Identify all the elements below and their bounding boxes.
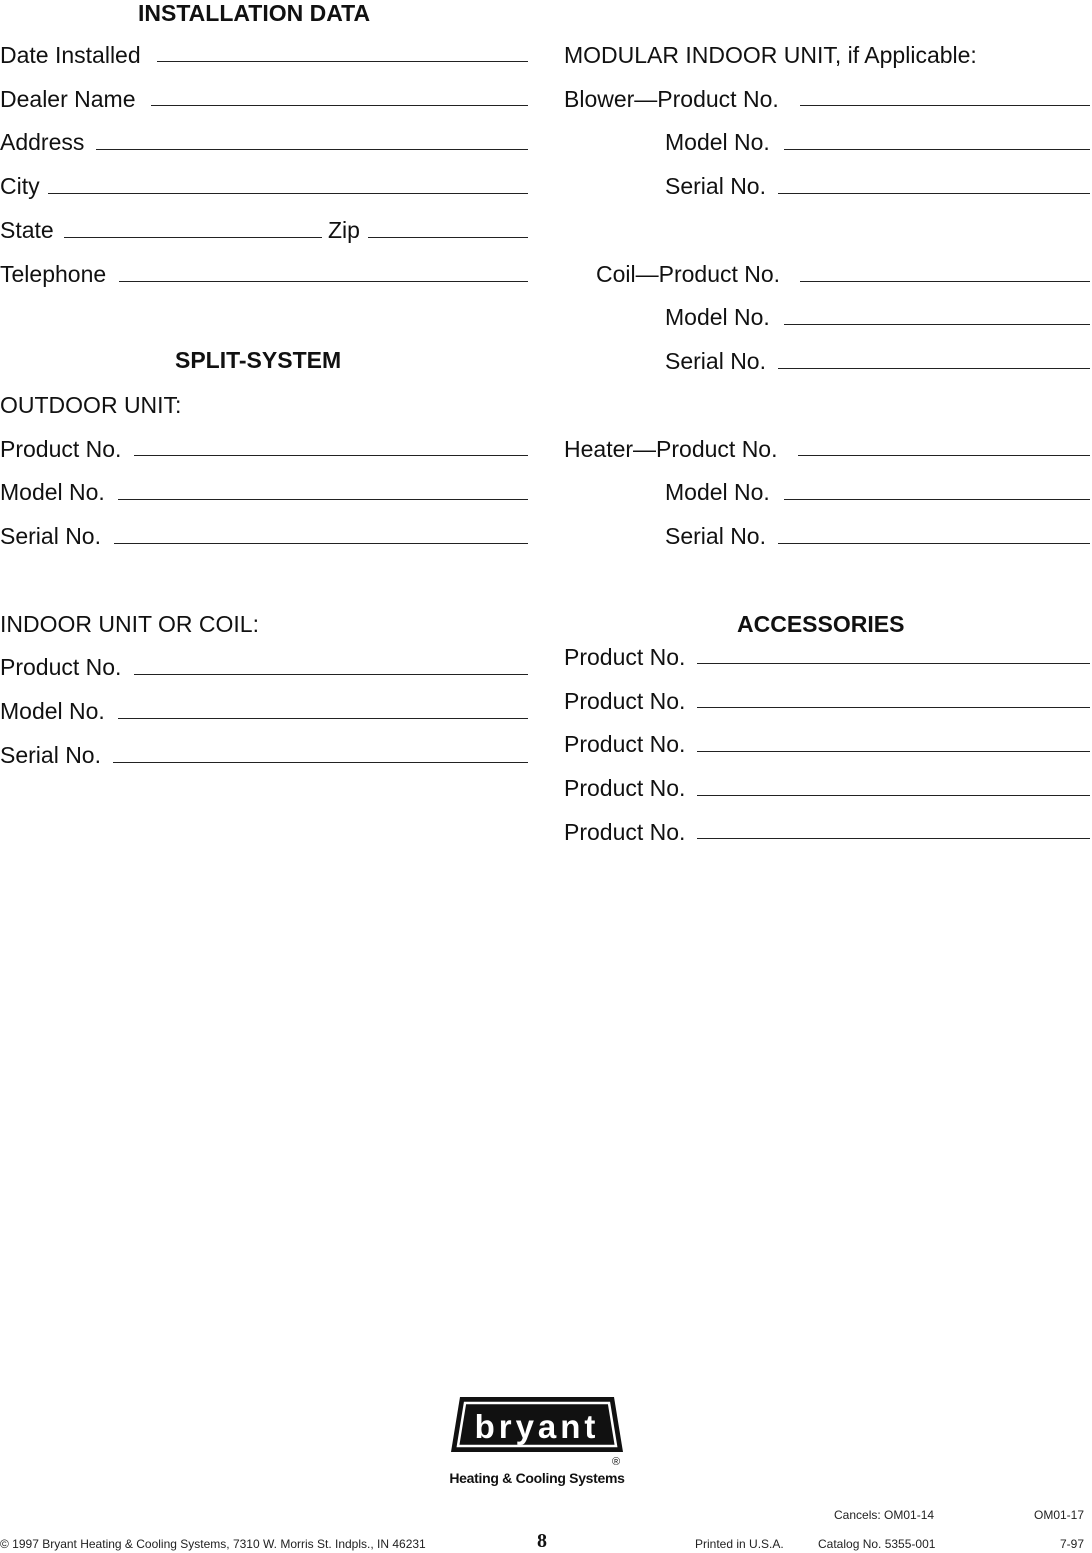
coil-product-field[interactable] xyxy=(800,281,1090,282)
city-field[interactable] xyxy=(48,193,528,194)
modular-indoor-heading: MODULAR INDOOR UNIT, if Applicable: xyxy=(564,42,977,68)
blower-product-field[interactable] xyxy=(800,105,1090,106)
accessory-product-label: Product No. xyxy=(564,731,686,757)
telephone-label: Telephone xyxy=(0,261,107,287)
heater-product-label: Heater—Product No. xyxy=(564,436,778,462)
accessory-product-field[interactable] xyxy=(697,707,1090,708)
indoor-serial-label: Serial No. xyxy=(0,742,101,768)
outdoor-product-label: Product No. xyxy=(0,436,122,462)
indoor-product-label: Product No. xyxy=(0,654,122,680)
indoor-serial-field[interactable] xyxy=(113,762,528,763)
copyright-notice: © 1997 Bryant Heating & Cooling Systems, 7310 W. Morris St. Indpls., IN 46231 xyxy=(0,1537,426,1551)
accessory-product-label: Product No. xyxy=(564,775,686,801)
bryant-logo xyxy=(447,1394,627,1492)
accessory-product-label: Product No. xyxy=(564,819,686,845)
document-id: OM01-17 xyxy=(1034,1508,1085,1522)
heater-product-field[interactable] xyxy=(798,455,1090,456)
outdoor-model-field[interactable] xyxy=(118,499,528,500)
print-date: 7-97 xyxy=(1060,1537,1085,1551)
coil-serial-field[interactable] xyxy=(778,368,1090,369)
blower-product-label: Blower—Product No. xyxy=(564,86,779,112)
state-field[interactable] xyxy=(64,237,322,238)
date-installed-label: Date Installed xyxy=(0,42,141,68)
installation-data-heading: INSTALLATION DATA xyxy=(138,0,371,26)
outdoor-model-label: Model No. xyxy=(0,479,105,505)
zip-label: Zip xyxy=(328,217,360,243)
accessory-product-field[interactable] xyxy=(697,663,1090,664)
heater-serial-field[interactable] xyxy=(778,543,1090,544)
outdoor-serial-label: Serial No. xyxy=(0,523,101,549)
zip-field[interactable] xyxy=(368,237,528,238)
state-label: State xyxy=(0,217,54,243)
date-installed-field[interactable] xyxy=(157,61,528,62)
indoor-unit-heading: INDOOR UNIT OR COIL: xyxy=(0,611,259,637)
blower-serial-field[interactable] xyxy=(778,193,1090,194)
address-field[interactable] xyxy=(96,149,528,150)
accessory-product-field[interactable] xyxy=(697,838,1090,839)
indoor-product-field[interactable] xyxy=(134,674,528,675)
heater-model-field[interactable] xyxy=(784,499,1090,500)
split-system-heading: SPLIT-SYSTEM xyxy=(175,347,342,373)
indoor-model-label: Model No. xyxy=(0,698,105,724)
accessory-product-label: Product No. xyxy=(564,644,686,670)
indoor-model-field[interactable] xyxy=(118,718,528,719)
heater-serial-label: Serial No. xyxy=(665,523,766,549)
outdoor-product-field[interactable] xyxy=(134,455,528,456)
outdoor-serial-field[interactable] xyxy=(114,543,528,544)
logo-wordmark: bryant xyxy=(474,1408,600,1445)
accessory-product-field[interactable] xyxy=(697,795,1090,796)
printed-in: Printed in U.S.A. xyxy=(695,1537,784,1551)
coil-serial-label: Serial No. xyxy=(665,348,766,374)
blower-serial-label: Serial No. xyxy=(665,173,766,199)
accessory-product-label: Product No. xyxy=(564,688,686,714)
logo-tagline: Heating & Cooling Systems xyxy=(449,1470,625,1486)
coil-product-label: Coil—Product No. xyxy=(596,261,781,287)
accessories-heading: ACCESSORIES xyxy=(737,611,905,637)
dealer-name-label: Dealer Name xyxy=(0,86,136,112)
bryant-logo-mark xyxy=(447,1394,627,1468)
telephone-field[interactable] xyxy=(119,281,528,282)
outdoor-unit-heading: OUTDOOR UNIT: xyxy=(0,392,182,418)
accessory-product-field[interactable] xyxy=(697,751,1090,752)
blower-model-label: Model No. xyxy=(665,129,770,155)
blower-model-field[interactable] xyxy=(784,149,1090,150)
coil-model-field[interactable] xyxy=(784,324,1090,325)
catalog-number: Catalog No. 5355-001 xyxy=(818,1537,936,1551)
dealer-name-field[interactable] xyxy=(151,105,528,106)
cancels-note: Cancels: OM01-14 xyxy=(834,1508,935,1522)
page-number: 8 xyxy=(537,1530,547,1552)
city-label: City xyxy=(0,173,40,199)
coil-model-label: Model No. xyxy=(665,304,770,330)
heater-model-label: Model No. xyxy=(665,479,770,505)
registered-mark: ® xyxy=(611,1456,621,1468)
address-label: Address xyxy=(0,129,85,155)
